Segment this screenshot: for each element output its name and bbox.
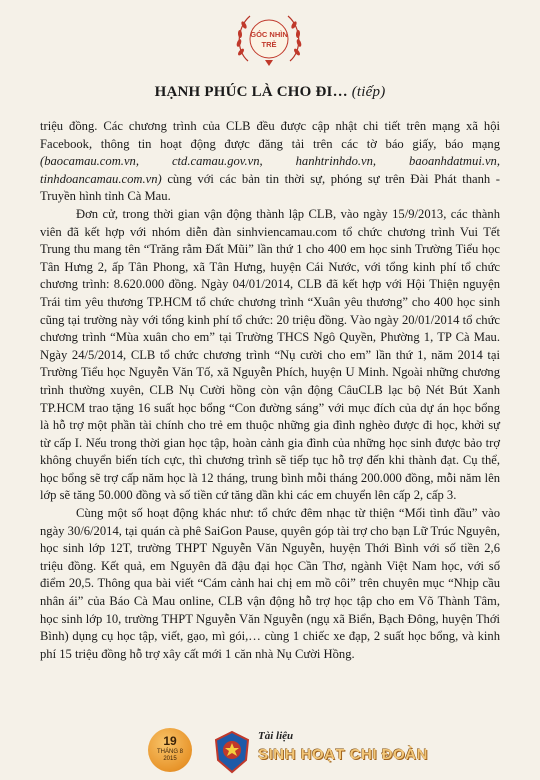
laurel-emblem-icon: [228, 6, 310, 72]
article-title: [0, 84, 540, 101]
page-footer: [0, 716, 540, 780]
goc-nhin-tre-logo: [228, 6, 310, 72]
svg-text:GÓC NHÌN: GÓC NHÌN: [250, 30, 288, 39]
body-paragraph: [40, 118, 500, 206]
italic-text-run: (baocamau.com.vn, ctd.camau.gov.vn, hanhtrinhdo.vn, baoanhdatmui.vn, tinhdoancamau.com.vn): [40, 154, 500, 186]
svg-text:TRẺ: TRẺ: [261, 40, 277, 49]
article-title-main: HẠNH PHÚC LÀ CHO ĐI…: [154, 84, 348, 100]
article-body: [40, 118, 500, 663]
issue-year: 2015: [163, 756, 177, 762]
page-number: 19: [163, 734, 177, 748]
body-paragraph: [40, 505, 500, 663]
footer-small-label: Tài liệu: [258, 730, 294, 742]
footer-publication-title: SINH HOẠT CHI ĐOÀN: [258, 746, 428, 763]
page-number-badge: [148, 728, 192, 772]
text-run: cùng với các bản tin thời sự, phóng sự trên Đài Phát thanh - Truyền hình tỉnh Cà Mau.: [40, 171, 500, 204]
youth-union-emblem-icon: [214, 730, 250, 774]
text-run: triệu đồng. Các chương trình của CLB đều được cập nhật chi tiết trên mạng xã hội Facebook, thông tin hoạt động được đăng tải trên các tờ báo giấy, báo mạng: [40, 119, 500, 151]
text-run: Đơn cử, trong thời gian vận động thành lập CLB, vào ngày 15/9/2013, các thành viên đã kết hợp với nhóm diễn đàn sinhviencamau.com tổ chức chương trình Vui Tết Trung thu mang tên “Trăng rằm Đất Mũi” lần thứ 1 cho 400 em học sinh Trường Tiểu học Tân Hưng 2, ấp Tân Phong, xã Tân Hưng, huyện Cái Nước, với tổng kinh phí tổ chức chương trình: 8.620.000 đồng. Ngày 04/01/2014, CLB đã kết hợp với Hội Thiện nguyện Trái tim yêu thương TP.HCM tổ chức chương trình “Xuân yêu thương” cho 400 học sinh cũng tại trường này với tổng kinh phí tổ chức: 20 triệu đồng. Vào ngày 20/01/2014 tổ chức chương trình “Mùa xuân cho em” tại Trường THCS Ngô Quyền, Phường 1, TP Cà Mau. Ngày 24/5/2014, CLB tổ chức chương trình “Nụ cười cho em” lần thứ 1, năm 2014 tại Trường Tiểu học Nguyễn Văn Tố, xã Nguyễn Phích, huyện U Minh. Ngoài những chương trình thường xuyên, CLB Nụ Cười hồng còn vận động CâuCLB lạc bộ Nét Bút Xanh TP.HCM trao tặng 16 suất học bổng “Con đường sáng” với mục đích của dự án học bổng là hỗ trợ một phần tài chính cho trẻ em thuộc những gia đình nghèo được đi học, khởi sự từ cấp I. Nếu trong thời gian học tập, hoàn cảnh gia đình của những học sinh được bảo trợ không chuyển biến tích cực, thì chương trình sẽ tiếp tục hỗ trợ đến khi thành đạt. Cụ thể, học bổng sẽ trợ cấp năm học là 12 tháng, trung bình mỗi tháng 200.000 đồng, mỗi năm lên lớp sẽ tăng 50.000 đồng và số tiền cứ tăng dần khi các em chuyển lên cấp 2, cấp 3.: [40, 206, 500, 503]
issue-month: THÁNG 8: [156, 749, 183, 755]
text-run: Cùng một số hoạt động khác như: tổ chức đêm nhạc từ thiện “Mối tình đầu” vào ngày 30/6/2014, tại quán cà phê SaiGon Pause, quyên góp tài trợ cho bạn Lữ Trúc Nguyên, học sinh lớp 12T, trường THPT Nguyễn Văn Nguyễn, huyện Thới Bình với số tiền 2,6 triệu đồng. Kết quả, em Nguyên đã đậu đại học Cần Thơ, ngành Việt Nam học, với số điểm 20,5. Thông qua bài viết “Cám cảnh hai chị em mồ côi” trên chuyên mục “Nhịp cầu nhân ái” của Báo Cà Mau online, CLB vận động hỗ trợ học tập cho em Võ Thành Tâm, học sinh lớp 10, trường THPT Nguyễn Văn Nguyễn (ngụ xã Biển, Bạch Đông, huyện Thới Bình) dụng cụ học tập, viết, gạo, mì gói,… cùng 1 chiếc xe đạp, 2 suất học bổng, và kinh phí 15 triệu đồng hỗ trợ xây cất mới 1 căn nhà Nụ Cười Hồng.: [40, 506, 500, 661]
article-title-suffix: (tiếp): [351, 84, 386, 100]
body-paragraph: [40, 206, 500, 505]
